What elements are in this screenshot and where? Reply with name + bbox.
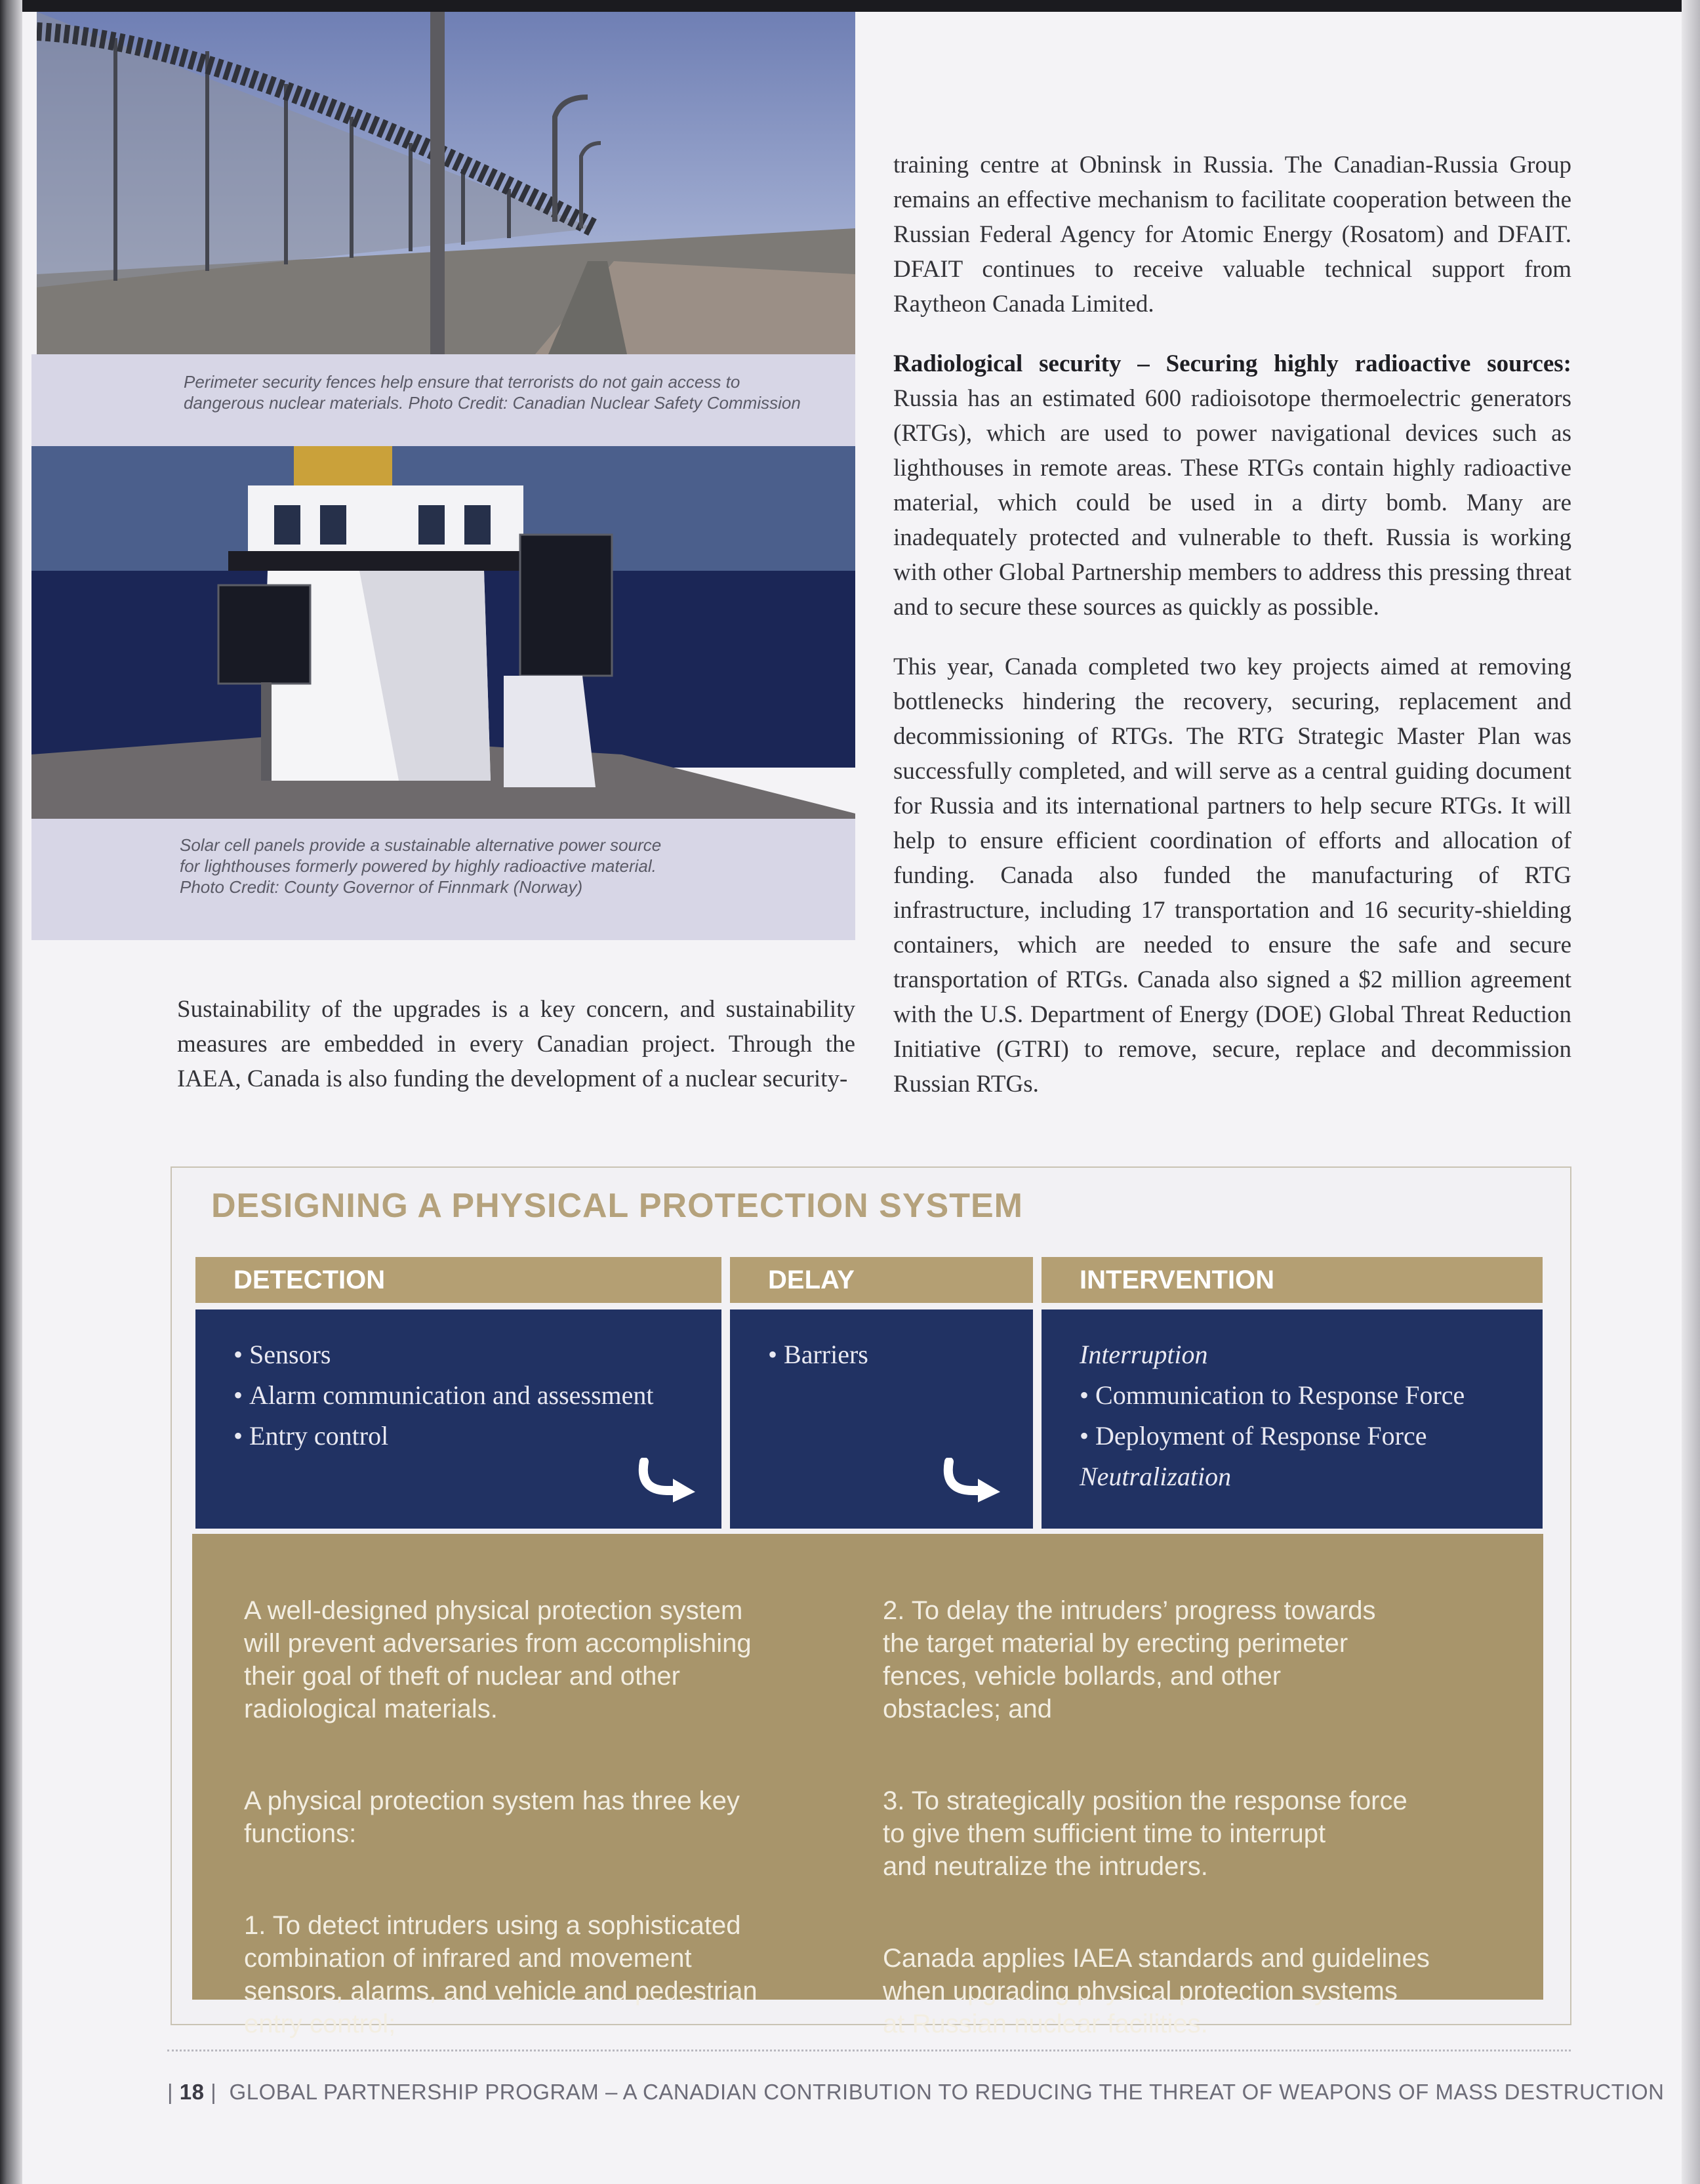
intervention-list (1080, 1375, 1543, 1456)
radiological-security-body: Russia has an estimated 600 radioisotope thermoelectric generators (RTGs), which are used to power navigational devices such as lighthouses in remote areas. These RTGs contain highly radioactive material, which could be used in a dirty bomb. Many are inadequately protected and vulnerable to theft. Russia is working with other Global Partnership members to address this pressing threat and to secure these sources as quickly as possible. (893, 385, 1571, 621)
neutralization-label: Neutralization (1080, 1462, 1232, 1491)
detect-function-item: 1. To detect intruders using a sophisticated combination of infrared and movement sensors, alarms, and vehicle and pedestrian entry control; (244, 1911, 758, 2038)
iaea-standards-paragraph: Canada applies IAEA standards and guidelines when upgrading physical protection systems at Russian nuclear facilities. (883, 1944, 1430, 2038)
lighthouse-photo-caption: Solar cell panels provide a sustainable alternative power source for lighthouses formerly powered by highly radioactive material. Photo Credit: County Governor of Finnmark (Norway) (180, 835, 662, 897)
obninsk-paragraph: training centre at Obninsk in Russia. The Canadian-Russia Group remains an effective mechanism to facilitate cooperation between the Russian Federal Agency for Atomic Energy (Rosatom) and DFAIT. DFAIT continues to receive valuable technical support from Raytheon Canada Limited. (893, 152, 1571, 318)
footer-bracket: | (167, 2080, 180, 2104)
curved-arrow-icon (635, 1458, 698, 1504)
intervention-column (1042, 1309, 1543, 1529)
key-functions-paragraph: A physical protection system has three key functions: (244, 1786, 740, 1848)
page-footer (167, 2080, 1665, 2105)
interruption-subheading: Interruption (1080, 1340, 1208, 1369)
sidebar-title: DESIGNING A PHYSICAL PROTECTION SYSTEM (211, 1187, 1023, 1225)
delay-column (730, 1309, 1033, 1529)
list-item: • Alarm communication and assessment (233, 1380, 654, 1410)
intervention-heading: INTERVENTION (1042, 1257, 1543, 1303)
respond-function-item: 3. To strategically position the response force to give them sufficient time to interrupt and neutralize the intruders. (883, 1786, 1407, 1881)
delay-heading: DELAY (730, 1257, 1033, 1303)
sustainability-paragraph: Sustainability of the upgrades is a key concern, and sustainability measures are embedded in every Canadian project. Through the IAEA, Canada is also funding the development of a nuclear security- (177, 996, 855, 1092)
list-item: • Sensors (233, 1340, 331, 1369)
page-right-edge (1682, 0, 1700, 2184)
functions-left-text (244, 1561, 834, 2073)
left-column-text (177, 992, 855, 1096)
detection-heading: DETECTION (195, 1257, 721, 1303)
page-binding-edge (0, 0, 22, 2184)
right-column-text (893, 148, 1571, 1102)
radiological-security-lead: Radiological security – Securing highly radioactive sources: (893, 350, 1571, 377)
system-intro-paragraph: A well-designed physical protection system will prevent adversaries from accomplishing their goal of theft of nuclear and other radiological materials. (244, 1596, 752, 1723)
rtg-projects-paragraph: This year, Canada completed two key projects aimed at removing bottlenecks hindering the recovery, securing, replacement and decommissioning of RTGs. The RTG Strategic Master Plan was successfully completed, and will serve as a central guiding document for Russia and its international partners to help secure RTGs. It will help to ensure efficient coordination of efforts and allocation of funding. Canada also funded the manufacturing of RTG infrastructure, including 17 transportation and 16 security-shielding containers, which are needed to ensure the safe and secure transportation of RTGs. Canada also signed a $2 million agreement with the U.S. Department of Energy (DOE) Global Threat Reduction Initiative (GTRI) to remove, secure, replace and decommission Russian RTGs. (893, 653, 1571, 1098)
delay-list (768, 1334, 1033, 1375)
lighthouse-photo (31, 446, 855, 819)
footer-bracket: | (204, 2080, 230, 2104)
page-top-shadow (0, 0, 1700, 12)
fence-photo-caption: Perimeter security fences help ensure that terrorists do not gain access to dangerous nuclear materials. Photo Credit: Canadian Nuclear Safety Commission (184, 372, 801, 413)
fence-photo (37, 12, 855, 354)
detection-column (195, 1309, 721, 1529)
functions-right-text (883, 1561, 1526, 2073)
footer-divider (167, 2050, 1571, 2051)
page-number: 18 (179, 2080, 205, 2104)
detection-list (233, 1334, 721, 1456)
footer-title: GLOBAL PARTNERSHIP PROGRAM – A CANADIAN CONTRIBUTION TO REDUCING THE THREAT OF WEAPONS OF MASS DESTRUCTION (229, 2080, 1665, 2104)
list-item: • Barriers (768, 1340, 868, 1369)
list-item: • Communication to Response Force (1080, 1380, 1465, 1410)
radiological-security-paragraph (893, 346, 1571, 625)
curved-arrow-icon (940, 1458, 1003, 1504)
list-item: • Entry control (233, 1421, 389, 1451)
delay-function-item: 2. To delay the intruders’ progress towards the target material by erecting perimeter fences, vehicle bollards, and other obstacles; and (883, 1596, 1376, 1723)
list-item: • Deployment of Response Force (1080, 1421, 1427, 1451)
